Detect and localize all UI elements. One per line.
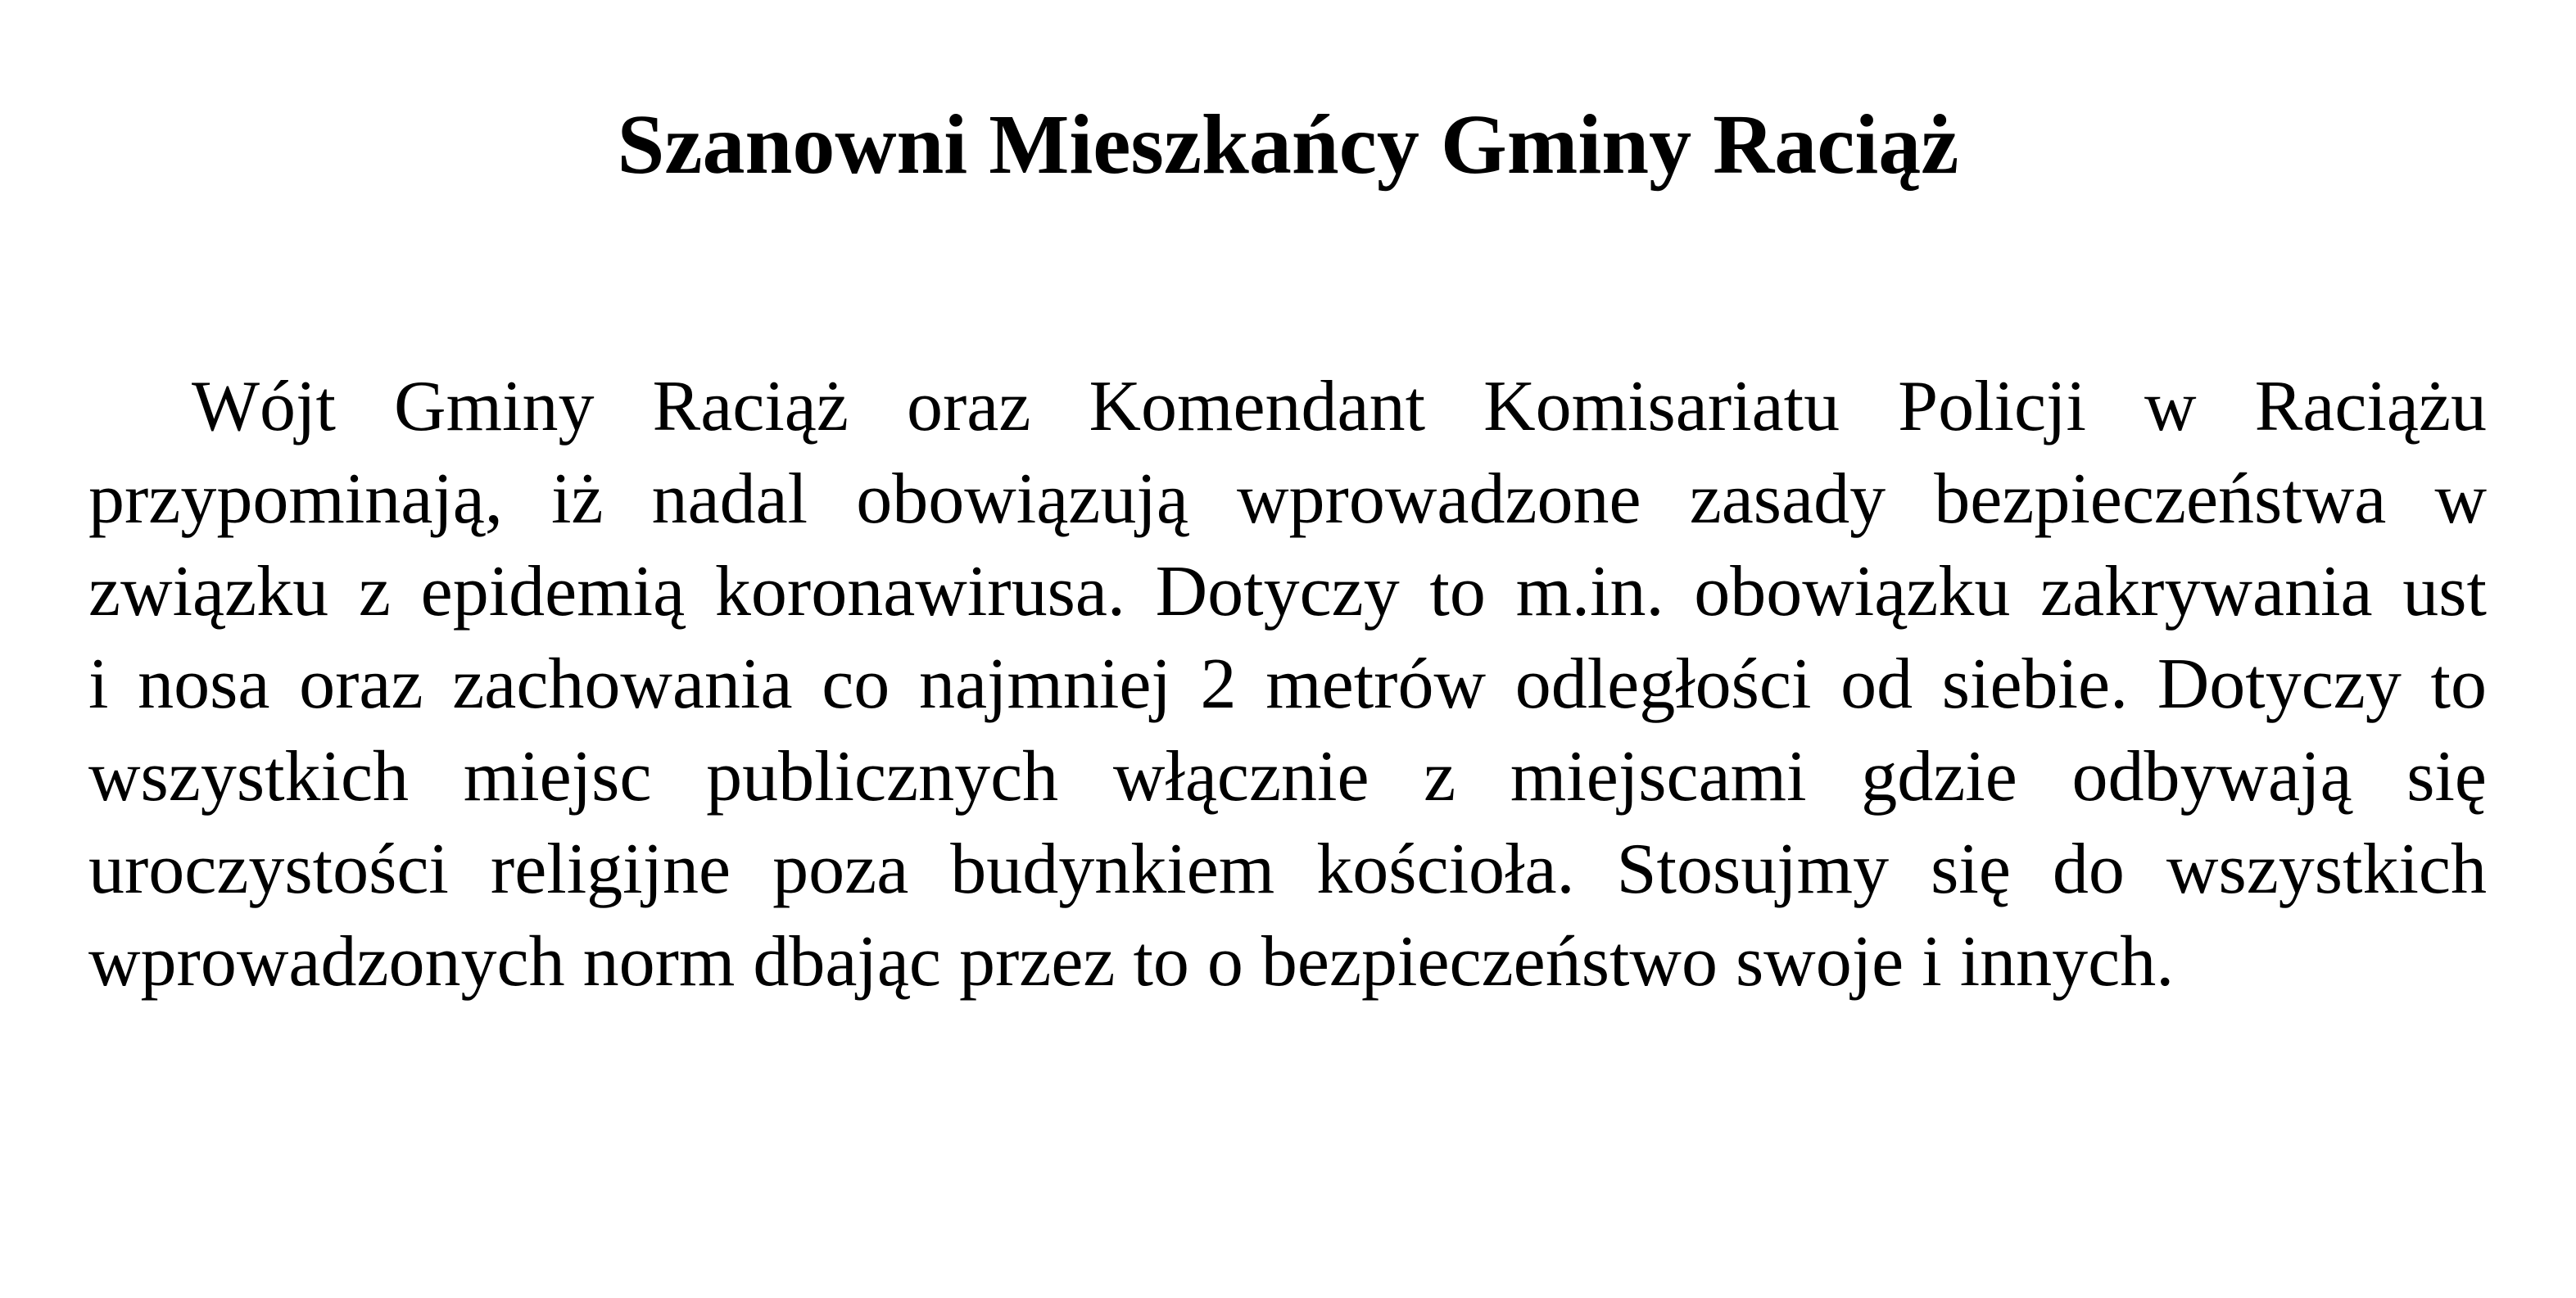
paragraph-line-4: i nosa oraz zachowania co najmniej 2 metrów odległości od siebie. Dotyczy to xyxy=(88,644,2487,724)
document-paragraph xyxy=(88,360,2487,1008)
paragraph-line-3: związku z epidemią koronawirusa. Dotyczy to m.in. obowiązku zakrywania ust xyxy=(88,552,2487,631)
paragraph-line-7: wprowadzonych norm dbając przez to o bezpieczeństwo swoje i innych. xyxy=(88,922,2175,1002)
paragraph-line-1: Wójt Gminy Raciąż oraz Komendant Komisariatu Policji w Raciążu xyxy=(192,367,2487,446)
paragraph-line-6: uroczystości religijne poza budynkiem kościoła. Stosujmy się do wszystkich xyxy=(88,830,2487,909)
document-title: Szanowni Mieszkańcy Gminy Raciąż xyxy=(617,97,1959,192)
paragraph-line-2: przypominają, iż nadal obowiązują wprowadzone zasady bezpieczeństwa w xyxy=(88,459,2487,539)
paragraph-line-5: wszystkich miejsc publicznych włącznie z miejscami gdzie odbywają się xyxy=(88,737,2487,816)
